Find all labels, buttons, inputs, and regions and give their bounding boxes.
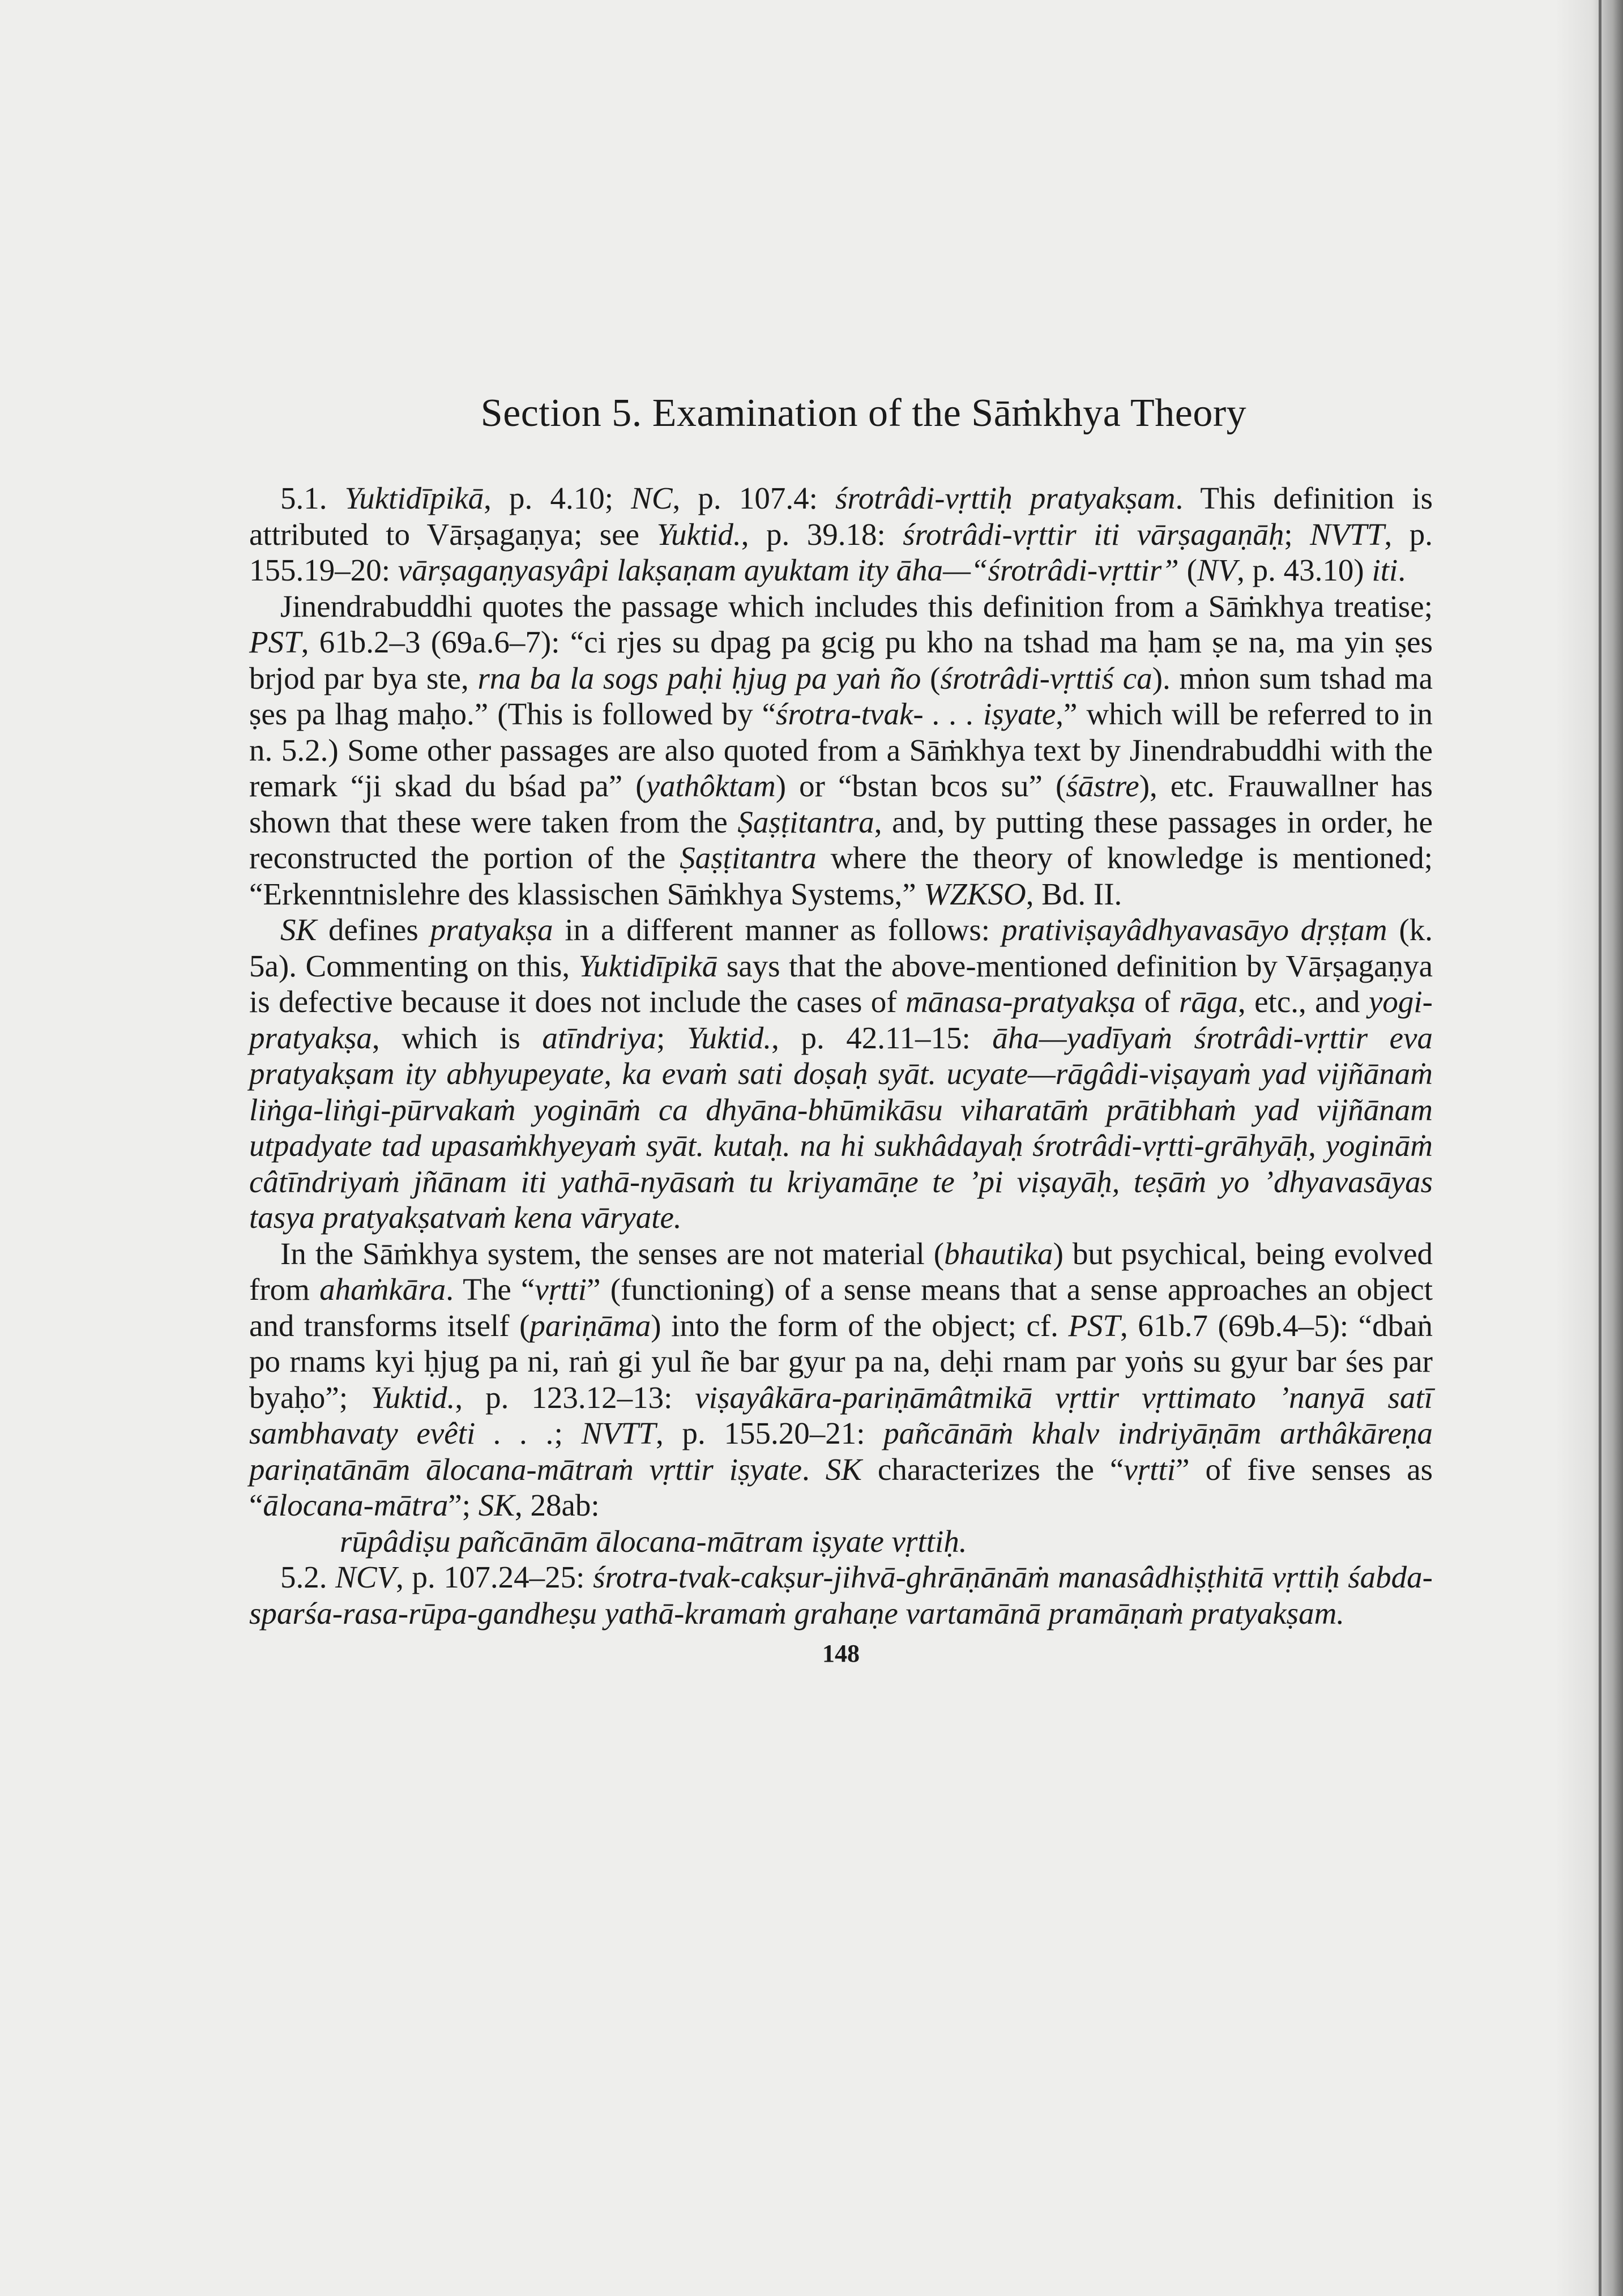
note-5-2-paragraph: 5.2. NCV, p. 107.24–25: śrotra-tvak-cakṣur-jihvā-ghrāṇānāṁ manasâdhiṣṭhitā vṛttiḥ śabda-sparśa-rasa-rūpa-gandheṣu yathā-kramaṁ grahaṇe vartamānā pramāṇaṁ pratyakṣam. [249,1560,1433,1631]
scan-edge-line [1599,0,1601,2296]
scan-edge-shadow [1555,0,1623,2296]
verse-quote: rūpâdiṣu pañcānām ālocana-mātram iṣyate vṛttiḥ. [340,1523,967,1559]
notes-body [249,480,1433,1631]
note-5-1-paragraph: 5.1. Yuktidīpikā, p. 4.10; NC, p. 107.4: śrotrâdi-vṛttiḥ pratyakṣam. This definition is attributed to Vārṣagaṇya; see Yuktid., p. 39.18: śrotrâdi-vṛttir iti vārṣagaṇāḥ; NVTT, p. 155.19–20: vārṣagaṇyasyâpi lakṣaṇam ayuktam ity āha—“śrotrâdi-vṛttir” (NV, p. 43.10) iti. [249,481,1433,587]
note-5-1-paragraph-2: Jinendrabuddhi quotes the passage which includes this definition from a Sāṁkhya treatise; PST, 61b.2–3 (69a.6–7): “ci rjes su dpag pa gcig pu kho na tshad ma ḥam ṣe na, ma yin ṣes brjod par bya ste, rna ba la sogs paḥi ḥjug pa yaṅ ño (śrotrâdi-vṛttiś ca). mṅon sum tshad ma ṣes pa lhag maḥo.” (This is followed by “śrotra-tvak- . . . iṣyate,” which will be referred to in n. 5.2.) Some other passages are also quoted from a Sāṁkhya text by Jinendrabuddhi with the remark “ji skad du bśad pa” (yathôktam) or “bstan bcos su” (śāstre), etc. Frauwallner has shown that these were taken from the Ṣaṣṭitantra, and, by putting these passages in order, he reconstructed the portion of the Ṣaṣṭitantra where the theory of knowledge is mentioned; “Erkenntnislehre des klassischen Sāṁkhya Systems,” WZKSO, Bd. II. [249,588,1433,911]
page-content [249,391,1433,1668]
page-number: 148 [822,1640,860,1667]
section-title: Section 5. Examination of the Sāṁkhya Theory [480,391,1247,435]
note-5-1-paragraph-3: SK defines pratyakṣa in a different manner as follows: prativiṣayâdhyavasāyo dṛṣṭam (k. 5a). Commenting on this, Yuktidīpikā says that the above-mentioned definition by Vārṣagaṇya is defective because it does not include the cases of mānasa-pratyakṣa of rāga, etc., and yogi-pratyakṣa, which is atīndriya; Yuktid., p. 42.11–15: āha—yadīyaṁ śrotrâdi-vṛttir eva pratyakṣam ity abhyupeyate, ka evaṁ sati doṣaḥ syāt. ucyate—rāgâdi-viṣayaṁ yad vijñānaṁ liṅga-liṅgi-pūrvakaṁ yogināṁ ca dhyāna-bhūmikāsu viharatāṁ prātibhaṁ yad vijñānam utpadyate tad upasaṁkhyeyaṁ syāt. kutaḥ. na hi sukhâdayaḥ śrotrâdi-vṛtti-grāhyāḥ, yogināṁ câtīndriyaṁ jñānam iti yathā-nyāsaṁ tu kriyamāṇe te ’pi viṣayāḥ, teṣāṁ yo ’dhyavasāyas tasya pratyakṣatvaṁ kena vāryate. [249,912,1433,1235]
note-5-1-paragraph-4: In the Sāṁkhya system, the senses are not material (bhautika) but psychical, being evolved from ahaṁkāra. The “vṛtti” (functioning) of a sense means that a sense approaches an object and transforms itself (pariṇāma) into the form of the object; cf. PST, 61b.7 (69b.4–5): “dbaṅ po rnams kyi ḥjug pa ni, raṅ gi yul ñe bar gyur pa na, deḥi rnam par yoṅs su gyur bar śes par byaḥo”; Yuktid., p. 123.12–13: viṣayâkāra-pariṇāmâtmikā vṛttir vṛttimato ’nanyā satī sambhavaty evêti . . .; NVTT, p. 155.20–21: pañcānāṁ khalv indriyāṇām arthâkāreṇa pariṇatānām ālocana-mātraṁ vṛttir iṣyate. SK characterizes the “vṛtti” of five senses as “ālocana-mātra”; SK, 28ab: [249,1236,1433,1522]
